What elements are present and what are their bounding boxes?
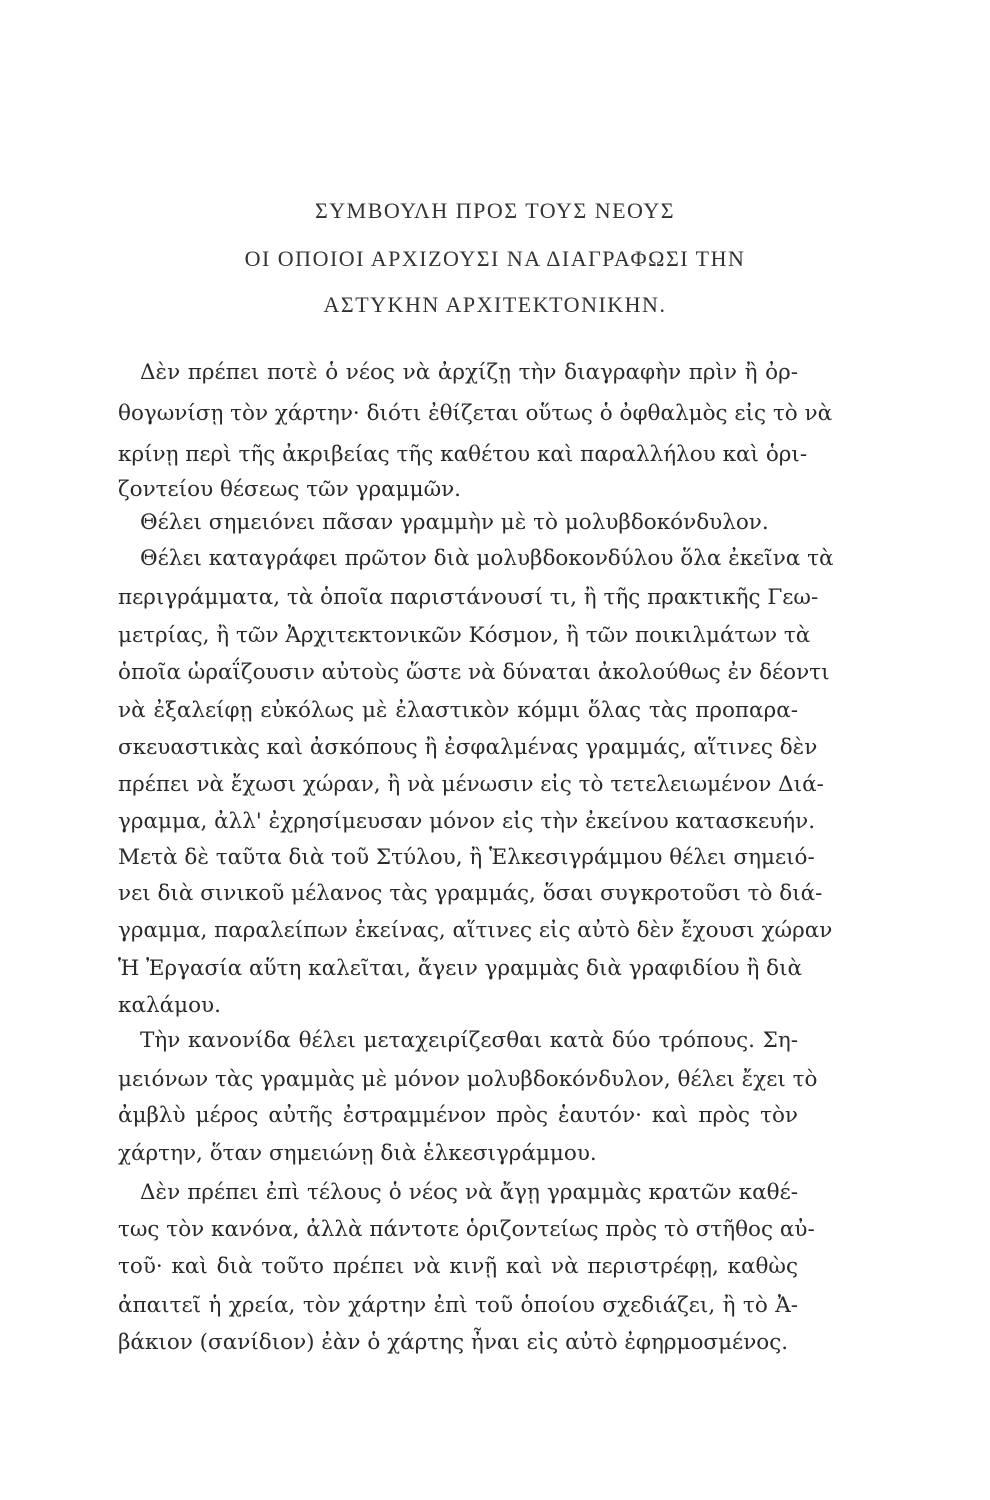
text-line-12: πρέπει νὰ ἔχωσι χώραν, ἢ νὰ μένωσιν εἰς τὸ τετελειωμένον Διά- [118, 772, 824, 797]
text-line-3: κρίνῃ περὶ τῆς ἀκριβείας τῆς καθέτου καὶ παραλλήλου καὶ ὁρι- [118, 442, 808, 467]
text-line-8: μετρίας, ἢ τῶν Ἀρχιτεκτονικῶν Κόσμον, ἢ τῶν ποικιλμάτων τὰ [118, 623, 811, 648]
text-line-13: γραμμα, ἀλλ' ἐχρησίμευσαν μόνον εἰς τὴν ἐκείνου κατασκευήν. [118, 809, 816, 834]
title-line-3: ΑΣΤΥΚΗΝ ΑΡΧΙΤΕΚΤΟΝΙΚΗΝ. [323, 292, 667, 317]
text-line-26: ἀπαιτεῖ ἡ χρεία, τὸν χάρτην ἐπὶ τοῦ ὁποίου σχεδιάζει, ἢ τὸ Ἀ- [118, 1293, 798, 1318]
text-line-24: τως τὸν κανόνα, ἀλλὰ πάντοτε ὁριζοντείως πρὸς τὸ στῆθος αὐ- [118, 1217, 815, 1242]
text-line-22: χάρτην, ὅταν σημειώνῃ διὰ ἑλκεσιγράμμου. [118, 1141, 597, 1166]
text-line-1: Δὲν πρέπει ποτὲ ὁ νέος νὰ ἀρχίζῃ τὴν διαγραφὴν πρὶν ἢ ὀρ- [140, 360, 798, 385]
text-line-27: βάκιον (σανίδιον) ἐὰν ὁ χάρτης ἦναι εἰς αὐτὸ ἐφηρμοσμένος. [118, 1330, 789, 1355]
text-line-11: σκευαστικὰς καὶ ἀσκόπους ἢ ἐσφαλμένας γραμμάς, αἵτινες δὲν [118, 735, 818, 760]
text-line-25: τοῦ· καὶ διὰ τοῦτο πρέπει νὰ κινῇ καὶ νὰ περιστρέφῃ, καθὼς [118, 1254, 798, 1279]
text-line-4: ζοντείου θέσεως τῶν γραμμῶν. [118, 477, 462, 502]
text-line-21: ἀμβλὺ μέρος αὐτῆς ἐστραμμένον πρὸς ἑαυτόν· καὶ πρὸς τὸν [118, 1103, 798, 1128]
title-line-2: ΟΙ ΟΠΟΙΟΙ ΑΡΧΙΖΟΥΣΙ ΝΑ ΔΙΑΓΡΑΦΩΣΙ ΤΗΝ [244, 246, 746, 271]
text-line-17: Ἡ Ἐργασία αὕτη καλεῖται, ἄγειν γραμμὰς διὰ γραφιδίου ἢ διὰ [118, 956, 803, 981]
text-line-2: θογωνίσῃ τὸν χάρτην· διότι ἐθίζεται οὕτως ὁ ὀφθαλμὸς εἰς τὸ νὰ [118, 401, 833, 426]
text-line-16: γραμμα, παραλείπων ἐκείνας, αἵτινες εἰς αὐτὸ δὲν ἔχουσι χώραν [118, 918, 833, 943]
text-line-20: μειόνων τὰς γραμμὰς μὲ μόνον μολυβδοκόνδυλον, θέλει ἔχει τὸ [118, 1067, 818, 1092]
text-line-10: νὰ ἐξαλείφῃ εὐκόλως μὲ ἐλαστικὸν κόμμι ὅλας τὰς προπαρα- [118, 698, 798, 723]
text-line-14: Μετὰ δὲ ταῦτα διὰ τοῦ Στύλου, ἢ Ἑλκεσιγράμμου θέλει σημειό- [118, 845, 815, 870]
title-line-1: ΣΥΜΒΟΥΛΗ ΠΡΟΣ ΤΟΥΣ ΝΕΟΥΣ [314, 198, 676, 223]
text-line-9: ὁποῖα ὡραΐζουσιν αὐτοὺς ὥστε νὰ δύναται ἀκολούθως ἐν δέοντι [118, 660, 830, 685]
text-line-7: περιγράμματα, τὰ ὁποῖα παριστάνουσί τι, ἢ τῆς πρακτικῆς Γεω- [118, 585, 819, 610]
text-line-6: Θέλει καταγράφει πρῶτον διὰ μολυβδοκονδύλου ὅλα ἐκεῖνα τὰ [140, 546, 834, 571]
text-line-5: Θέλει σημειόνει πᾶσαν γραμμὴν μὲ τὸ μολυβδοκόνδυλον. [140, 510, 769, 535]
text-line-23: Δὲν πρέπει ἐπὶ τέλους ὁ νέος νὰ ἄγῃ γραμμὰς κρατῶν καθέ- [140, 1180, 798, 1205]
text-line-15: νει διὰ σινικοῦ μέλανος τὰς γραμμάς, ὅσαι συγκροτοῦσι τὸ διά- [118, 881, 823, 906]
text-line-19: Τὴν κανονίδα θέλει μεταχειρίζεσθαι κατὰ δύο τρόπους. Ση- [140, 1028, 798, 1053]
text-line-18: καλάμου. [118, 993, 221, 1018]
